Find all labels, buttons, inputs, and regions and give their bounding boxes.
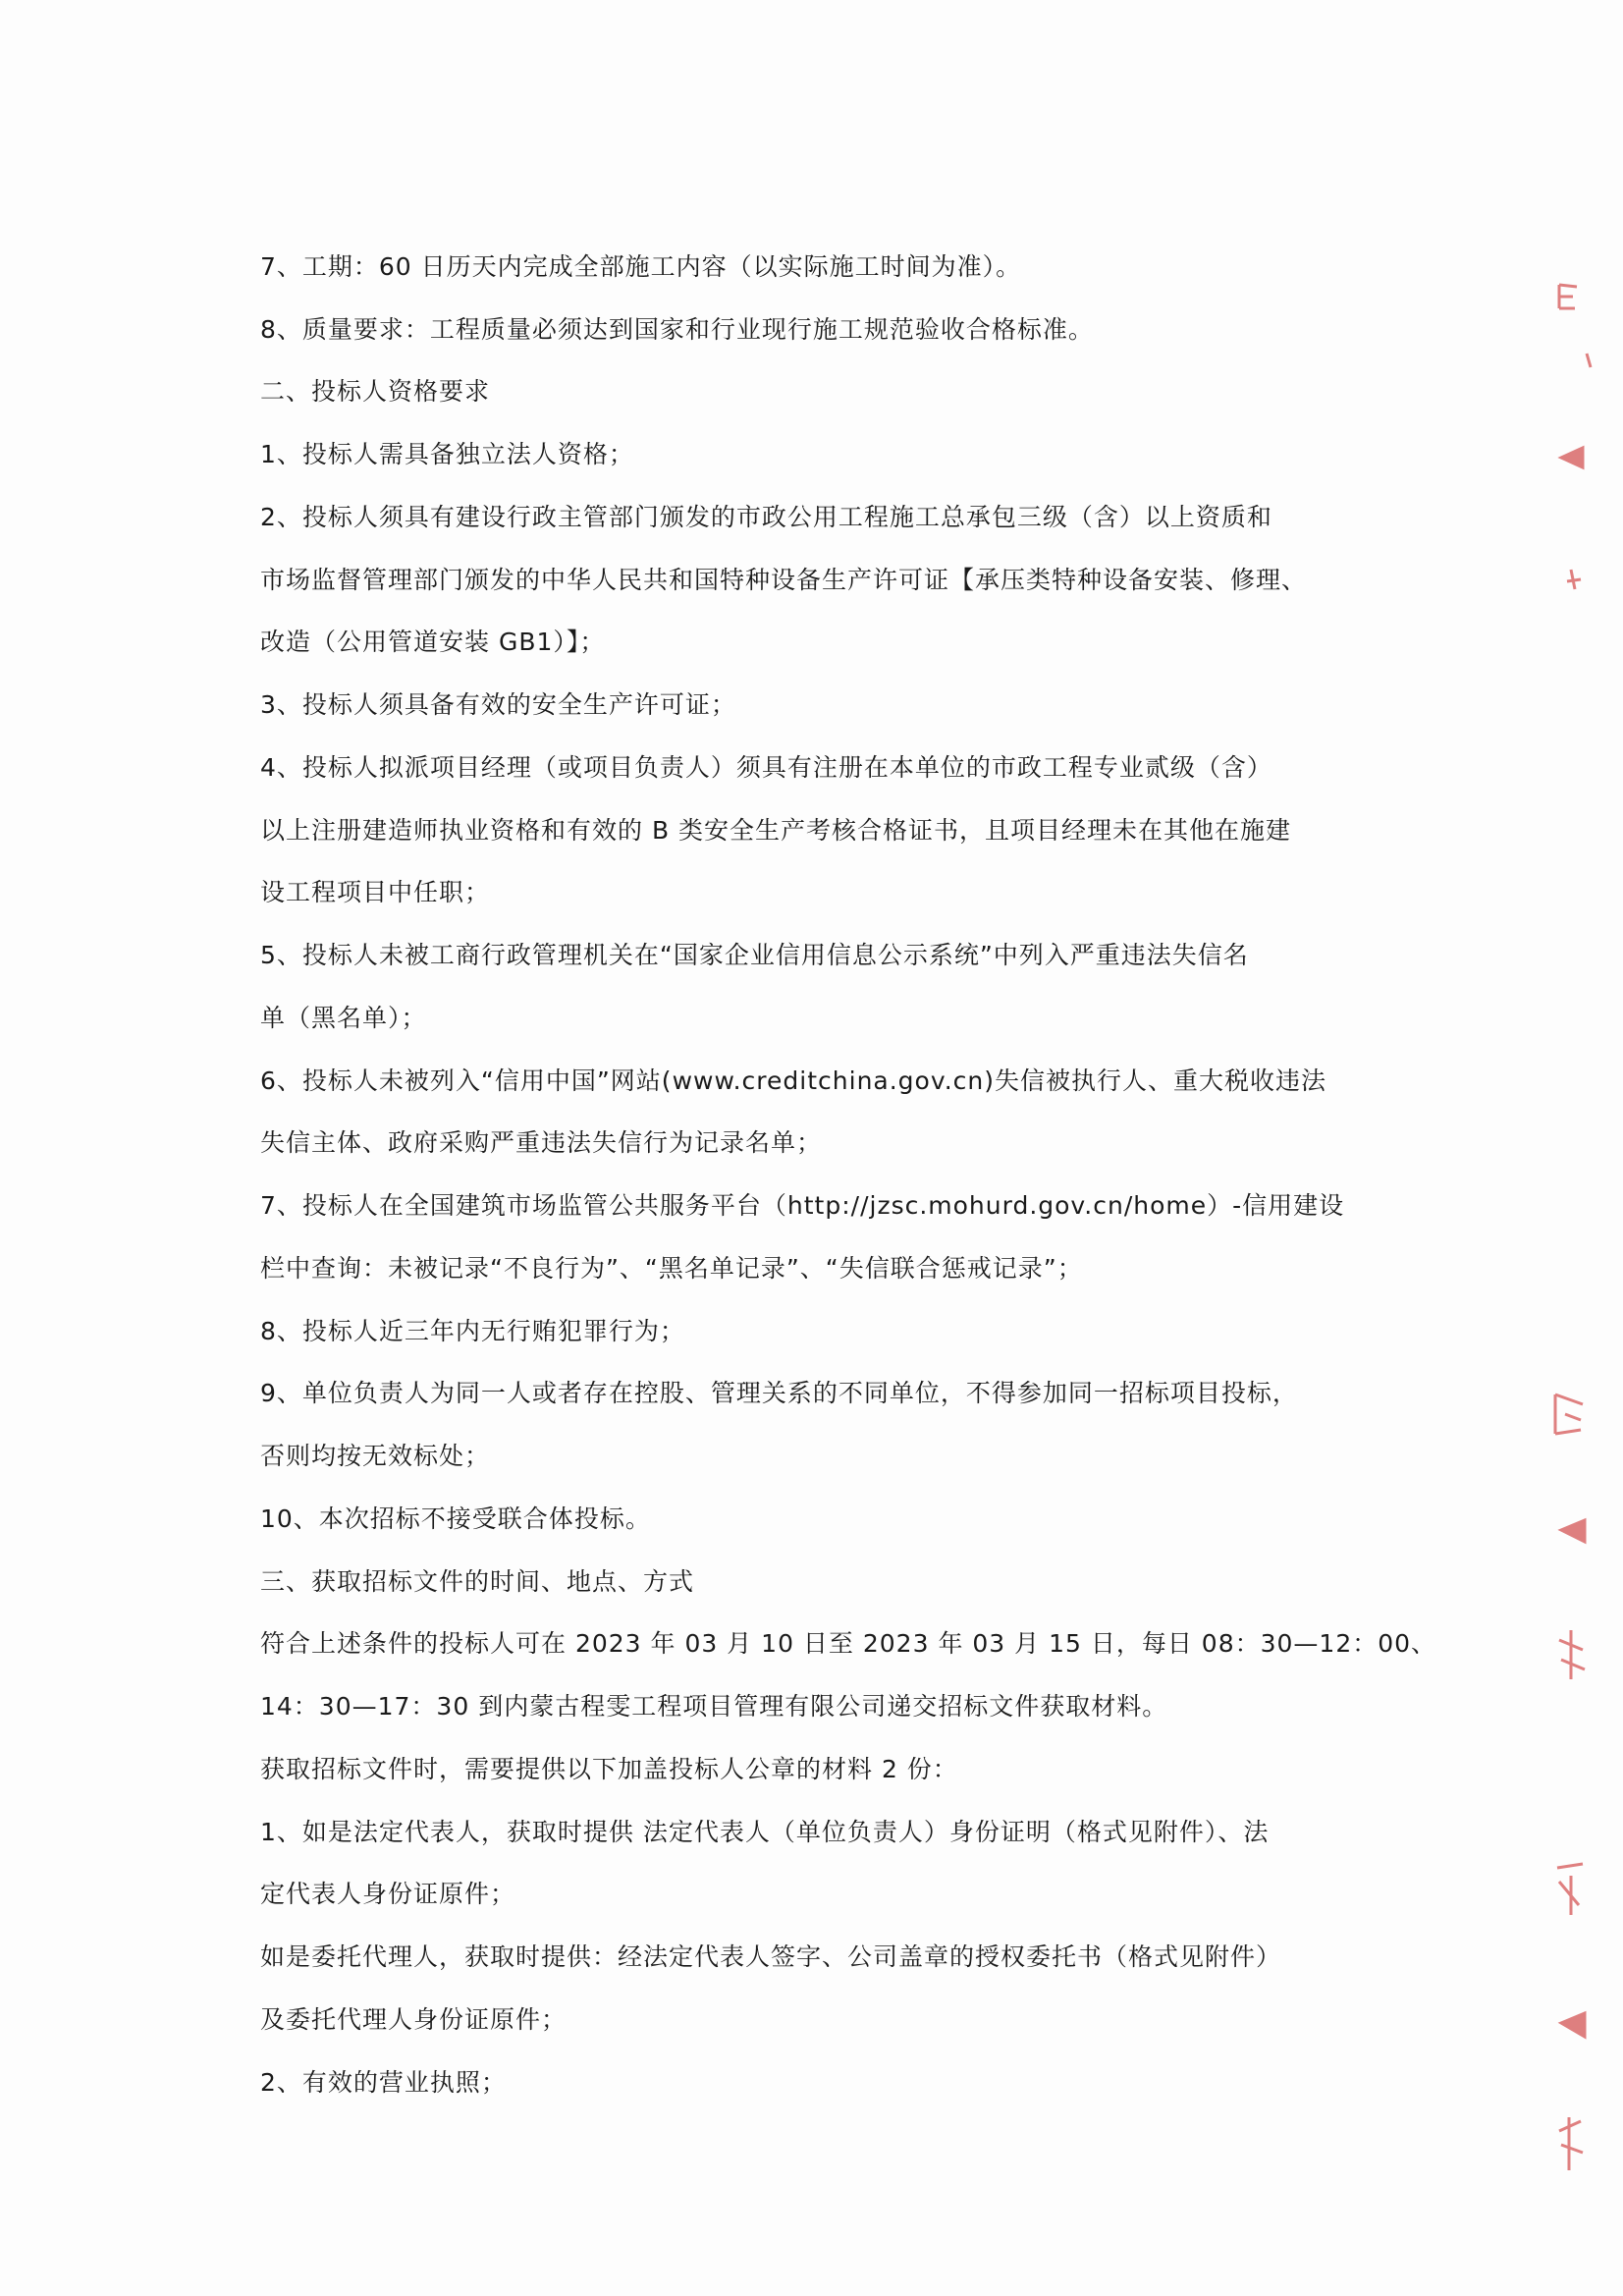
- text-line: 1、如是法定代表人，获取时提供 法定代表人（单位负责人）身份证明（格式见附件）、法: [260, 1818, 1270, 1846]
- text-line: 单（黑名单）；: [260, 1004, 427, 1032]
- text-line: 1、投标人需具备独立法人资格；: [260, 440, 634, 468]
- text-line: 2、有效的营业执照；: [260, 2068, 507, 2097]
- text-line: 6、投标人未被列入“信用中国”网站(www.creditchina.gov.cn)失信被执行人、重大税收违法: [260, 1066, 1326, 1095]
- text-line: 以上注册建造师执业资格和有效的 B 类安全生产考核合格证书，且项目经理未在其他在施建: [260, 816, 1292, 845]
- text-line: 否则均按无效标处；: [260, 1442, 491, 1470]
- text-line: 如是委托代理人，获取时提供：经法定代表人签字、公司盖章的授权委托书（格式见附件）: [260, 1942, 1282, 1971]
- text-line: 获取招标文件时，需要提供以下加盖投标人公章的材料 2 份：: [260, 1755, 958, 1783]
- text-line: 7、工期：60 日历天内完成全部施工内容（以实际施工时间为准）。: [260, 252, 1022, 281]
- section-heading: 三、获取招标文件的时间、地点、方式: [260, 1567, 695, 1596]
- text-line: 8、质量要求：工程质量必须达到国家和行业现行施工规范验收合格标准。: [260, 315, 1094, 344]
- section-heading: 二、投标人资格要求: [260, 377, 491, 406]
- text-line: 7、投标人在全国建筑市场监管公共服务平台（http://jzsc.mohurd.gov.cn/home）-信用建设: [260, 1191, 1345, 1220]
- text-line: 8、投标人近三年内无行贿犯罪行为；: [260, 1317, 685, 1345]
- seal-fragments: [1532, 275, 1610, 2190]
- text-line: 设工程项目中任职；: [260, 878, 491, 906]
- text-line: 5、投标人未被工商行政管理机关在“国家企业信用信息公示系统”中列入严重违法失信名: [260, 941, 1249, 969]
- text-line: 10、本次招标不接受联合体投标。: [260, 1504, 651, 1533]
- text-line: 14：30—17：30 到内蒙古程雯工程项目管理有限公司递交招标文件获取材料。: [260, 1692, 1168, 1721]
- text-line: 及委托代理人身份证原件；: [260, 2005, 568, 2034]
- text-line: 改造（公用管道安装 GB1）】；: [260, 628, 606, 656]
- text-line: 2、投标人须具有建设行政主管部门颁发的市政公用工程施工总承包三级（含）以上资质和: [260, 503, 1272, 531]
- text-line: 3、投标人须具备有效的安全生产许可证；: [260, 690, 736, 719]
- text-line: 符合上述条件的投标人可在 2023 年 03 月 10 日至 2023 年 03 月 15 日，每日 08：30—12：00、: [260, 1629, 1437, 1658]
- text-line: 市场监督管理部门颁发的中华人民共和国特种设备生产许可证【承压类特种设备安装、修理、: [260, 566, 1308, 594]
- text-line: 失信主体、政府采购严重违法失信行为记录名单；: [260, 1128, 823, 1157]
- text-line: 栏中查询：未被记录“不良行为”、“黑名单记录”、“失信联合惩戒记录”；: [260, 1254, 1083, 1283]
- text-line: 9、单位负责人为同一人或者存在控股、管理关系的不同单位，不得参加同一招标项目投标，: [260, 1379, 1298, 1407]
- text-line: 4、投标人拟派项目经理（或项目负责人）须具有注册在本单位的市政工程专业贰级（含）: [260, 753, 1272, 782]
- text-line: 定代表人身份证原件；: [260, 1880, 516, 1908]
